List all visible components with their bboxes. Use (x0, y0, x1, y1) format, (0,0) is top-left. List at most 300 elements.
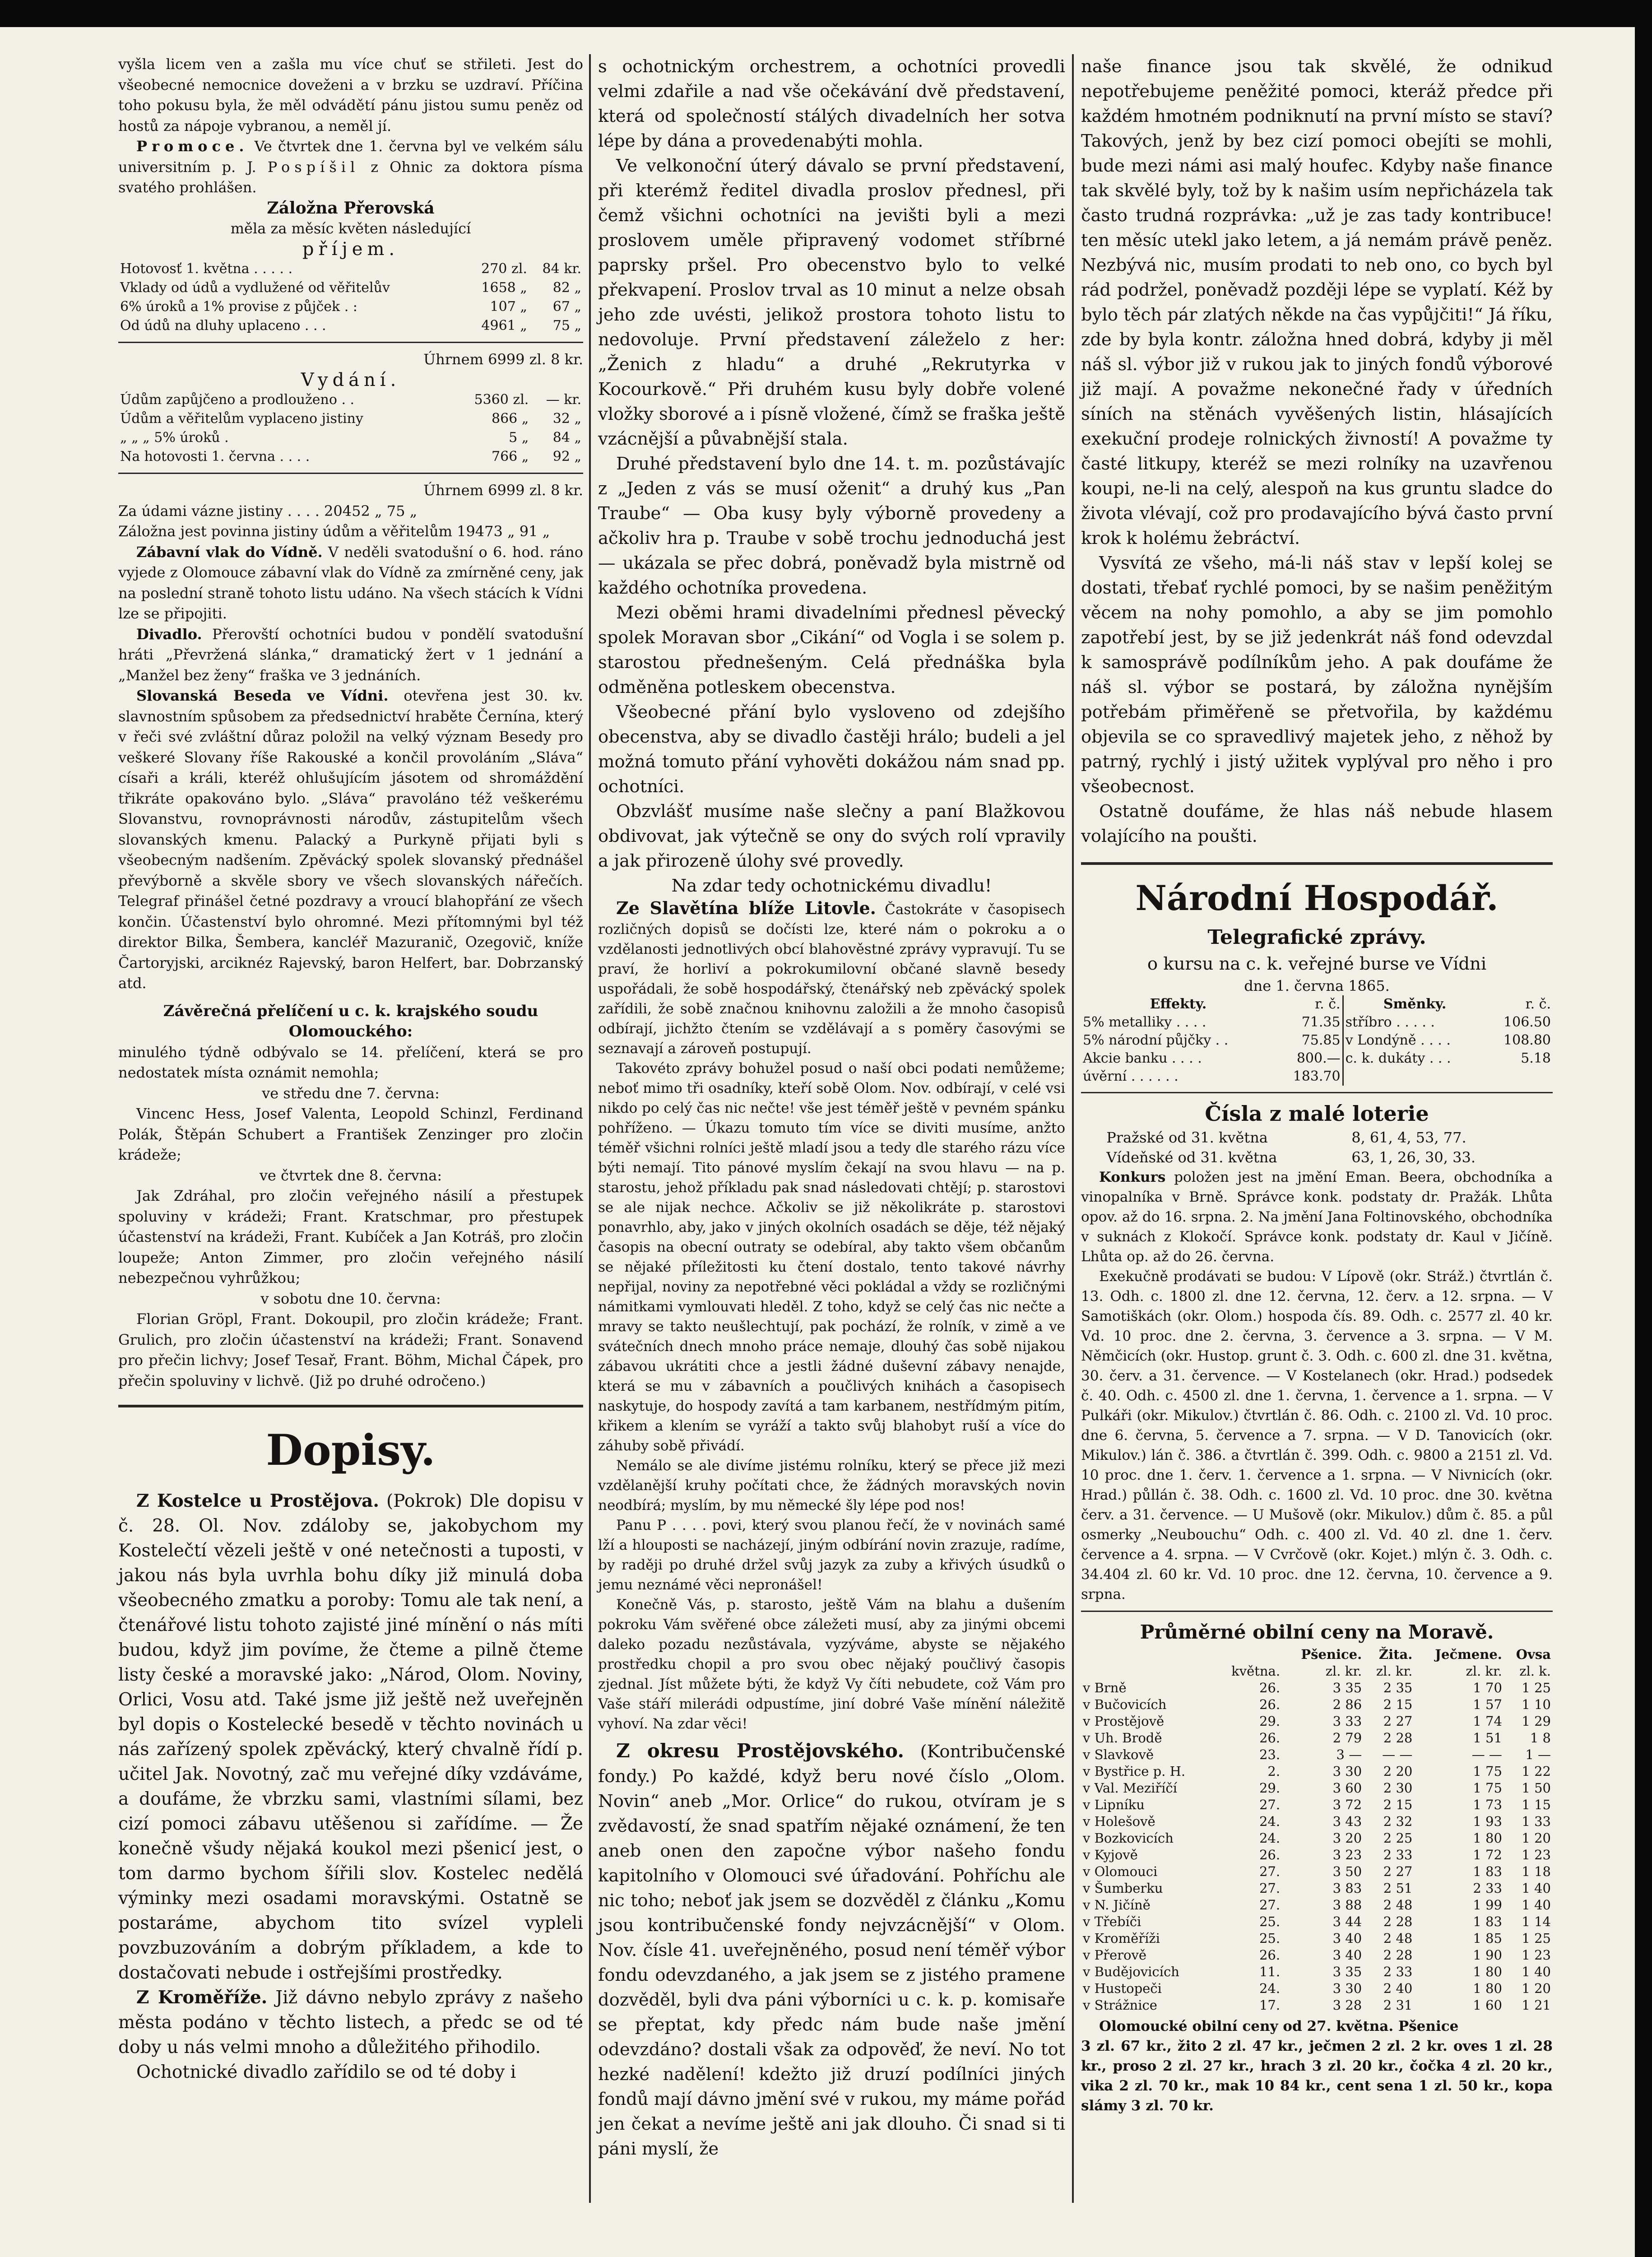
cell: Údům a věřitelům vyplaceno jistiny (120, 411, 363, 427)
text: položen jest na jmění Eman. Beera, obchodníka a vinopalníka v Brně. Správce konk. podstaty dr. Pražák. Lhůta opov. až do 16. srpna. 2. Na jmění Jana Foltinovského, obchodníka v suknách z Klokočí. Správce konk. podstaty dr. Kaul v Jičíně. Lhůta op. až do 26. června. (1081, 1169, 1553, 1265)
cell: 1 50 (1522, 1780, 1551, 1796)
paragraph: s ochotnickým orchestrem, a ochotníci provedli velmi zdařile a nad vše očekávání dvě představení, která od společností stálých divadelních her sotva lépe by dána a provedenabýti mohla. (598, 56, 1065, 151)
cell: Na hotovosti 1. června . . . . (120, 449, 310, 464)
cell: v Kroměříži (1083, 1931, 1160, 1946)
paragraph (118, 686, 583, 994)
cell: 1 — (1525, 1747, 1551, 1762)
date-line: ve čtvrtek dne 8. června: (259, 1166, 442, 1184)
cell: 75.85 (1301, 1032, 1341, 1048)
paragraph: Mezi oběmi hrami divadelními přednesl pěvecký spolek Moravan sbor „Cikání“ od Vogla i se solem p. starostou přednešeným. Celá přednáška byla odměněna potleskem obecenstva. (598, 603, 1065, 697)
cell: 1 40 (1522, 1964, 1551, 1979)
table-row (1081, 1980, 1553, 1997)
cell: 766 „ (491, 449, 529, 464)
cell: 26. (1259, 1697, 1281, 1712)
cell: 866 „ (491, 411, 529, 427)
cell: 2 31 (1383, 1997, 1413, 2013)
table-row (118, 447, 583, 466)
cell: 1 70 (1473, 1680, 1502, 1695)
cell (1343, 1068, 1486, 1086)
cell: 2 28 (1383, 1914, 1413, 1929)
cell: 1 99 (1473, 1897, 1502, 1913)
cell: 1 29 (1522, 1714, 1551, 1729)
cell: 1 10 (1522, 1697, 1551, 1712)
text-line: Za údami vázne jistiny . . . . 20452 „ 75 „ (118, 502, 418, 520)
cell: 1 80 (1473, 1964, 1502, 1979)
cell: 3 40 (1332, 1931, 1362, 1946)
section-title: Závěrečná přelíčení u c. k. krajského soudu Olomouckého: (163, 1002, 538, 1040)
table-header (1081, 1646, 1553, 1663)
cell: 2 33 (1383, 1847, 1413, 1862)
cell: 2 48 (1383, 1931, 1413, 1946)
expense-table (118, 390, 583, 466)
cell: 1 20 (1522, 1981, 1551, 1996)
cell: zl. kr. (1376, 1663, 1413, 1679)
section-divider (118, 1405, 583, 1407)
scan-border-right (1635, 0, 1652, 2257)
cell: Pražské od 31. května (1106, 1129, 1268, 1146)
cell: 1 15 (1522, 1797, 1551, 1812)
cell: 1 73 (1473, 1797, 1502, 1812)
cell: „ „ „ 5% úroků . (120, 430, 229, 446)
cell: 2. (1267, 1764, 1281, 1779)
cell: 27. (1259, 1864, 1281, 1879)
text: V neděli svatodušní o 6. hod. ráno vyjede z Olomouce zábavní vlak do Vídně za zmírněné ceny, jak na poslední straně tohoto listu udáno. Na všech stácích k Vídni lze se připojiti. (118, 543, 584, 622)
cell: úvěrní . . . . . . (1083, 1068, 1179, 1084)
cell: 3 — (1336, 1747, 1362, 1762)
section-heading: příjem. (302, 238, 399, 260)
table-row (1081, 1847, 1553, 1863)
cell: — kr. (546, 392, 581, 408)
section-divider (1081, 862, 1553, 865)
cell: v Holešově (1083, 1814, 1155, 1829)
cell: v Šumberku (1083, 1881, 1163, 1896)
narodni-hospodar-masthead: Národní Hospodář. (1135, 878, 1499, 918)
paragraph: Panu P . . . . povi, který svou planou řečí, že v novinách samé lží a hlouposti se nacházejí, jiným odbírání novin zrazuje, radíme, by raději po druhé držel svůj jazyk za zuby a křivých úsudků o jemu neznámé věci nepronášel! (598, 1517, 1065, 1593)
paragraph: Takovéto zprávy bohužel posud o naší obci podati nemůžeme; neboť mimo tři osadníky, kteří sobě Olom. Nov. odbírají, v celé vsi nikdo po celý čas nic nečte! vše jest téměř ještě v pevném spánku pohříženo. — Úkazu tomuto tím více se diviti musíme, anžto téměř všichni rolníci ještě mladí jsou a tedy dle starého rázu více býti nemají. Tito pánové myslím čekají na svou hlavu — na p. starostu, jehož příkladu pak snad následovati chtějí; p. starostovi se ale nijak nechce. Ačkoliv se již několikráte p. starostovi ponavrhlo, aby, jako v jiných okolních osadách se děje, též nějaký časopis na obecní outraty se odebíral, aby takto všem občanům se nějaké příležitosti ku čtení dostalo, tento takové návrhy nepřijal, noviny za nepotřebné věci pokládal a vždy se rozličnými námitkami vymlouvati hleděl. Z toho, když se celý čas nic nečte a mravy se takto neušlechtují, pak pochází, že rolník, v zimě a ve svátečních dnech mnoho práce nemaje, dlouhý čas sobě nijakou zábavou ukrátiti chce a jestli žádné duševní zábavy nenajde, která se mu v zábavních a poučlivých knihách a časopisech naskytuje, do hospody zavítá a tam karbanem, nestřídmým pitím, křikem a klením se vyráží a takto svůj blahobyt ruší a více do záhuby sobě přivádí. (598, 1060, 1065, 1454)
total: Úhrnem 6999 zl. 8 kr. (423, 482, 583, 499)
cell: 3 33 (1332, 1714, 1362, 1729)
paragraph: Obzvlášť musíme naše slečny a paní Blažkovou obdivovat, jak výtečně se ony do svých rolí vpravily a jak přirozeně úlohy své provedly. (598, 801, 1065, 871)
table-row (1081, 1964, 1553, 1980)
table-row (118, 409, 583, 428)
paragraph: Exekučně prodávati se budou: V Lípově (okr. Stráž.) čtvrtlán č. 13. Odh. c. 1800 zl. dne 12. června, 12. červ. a 12. srpna. — V Samotiškách (okr. Olom.) hospoda čís. 89. Odh. c. 2577 zl. 40 kr. Vd. 10 proc. dne 2. června, 3. července a 3. srpna. — V M. Němčicích (okr. Hustop. grunt č. 3. Odh. c. 600 zl. dne 31. května, 30. červ. a 31. července. — V Kostelanech (okr. Hrad.) podsedek č. 40. Odh. c. 4500 zl. dne 1. června, 1. července a 1. srpna. — V Pulkáři (okr. Mikulov.) čtvrtlán č. 86. Odh. c. 2100 zl. Vd. 10 proc. dne 6. června, 5. července a 7. srpna. — V D. Tanovicích (okr. Mikulov.) lán č. 386. a čtvrtlán č. 399. Odh. c. 9800 a 2151 zl. Vd. 10 proc. dne 1. červ. 1. července a 1. srpna. — V Nivnicích (okr. Hrad.) půllán č. 38. Odh. c. 1600 zl. Vd. 10 proc. dne 30. května červ. a 31. července. — U Mušově (okr. Mikulov.) dům č. 85. a půl osmerky „Neubouchu“ Odh. c. 400 zl. Vd. 40 zl. dne 1. červ. července a 4. srpna. — V Cvrčově (okr. Kojet.) mlýn č. 3. Odh. c. 34.404 zl. 60 kr. Vd. 10 proc. dne 12. června, 10. července a 9. srpna. (1081, 1268, 1553, 1602)
table-row (1081, 1031, 1553, 1050)
paragraph: Vincenc Hess, Josef Valenta, Leopold Schinzl, Ferdinand Polák, Štěpán Schubert a František Zenzinger pro zločin krádeže; (118, 1105, 583, 1163)
cell: 29. (1259, 1780, 1281, 1796)
divider (1081, 1611, 1553, 1612)
text: Ve čtvrtek dne 1. června byl ve velkém sálu universitním p. J. (118, 138, 583, 176)
column-rule (1072, 54, 1074, 2203)
paragraph: Vysvítá ze všeho, má-li náš stav v lepší kolej se dostati, třebať rychlé pomoci, by se našim peněžitým věcem na nohy pomohlo, a aby se jim pomohlo zapotřebí jest, by se již jedenkrát náš fond odevzdal k samosprávě podílníkům jeho. A pak doufáme že náš sl. výbor se postará, by záložna nynějším potřebám přiměřeně se přetvořila, by každému objevila se co spravedlivý majetek jeho, z něhož by patrný, rychlý i jistý užitek vyplýval pro něho i pro všeobecnost. (1081, 553, 1553, 797)
cell: 2 20 (1383, 1764, 1413, 1779)
headline: Slovanská Beseda ve Vídni. (136, 687, 389, 704)
cell: 1 8 (1530, 1730, 1551, 1746)
column-rule (589, 54, 591, 2203)
cell: 2 30 (1383, 1780, 1413, 1796)
table-row (1081, 1830, 1553, 1847)
table-header (1081, 1663, 1553, 1680)
cell: v Třebíči (1083, 1914, 1142, 1929)
cell: 3 28 (1332, 1997, 1362, 2013)
divider (1081, 1092, 1553, 1093)
table-row (1081, 1680, 1553, 1696)
text: 3 zl. 67 kr., žito 2 zl. 47 kr., ječmen 2 zl. 2 kr. oves 1 zl. 28 kr., proso 2 zl. 27 kr., hrach 3 zl. 20 kr., čočka 4 zl. 20 kr., vika 2 zl. 70 kr., mak 10 84 kr., cent sena 1 zl. 50 kr., kopa slámy 3 zl. 70 kr. (1081, 2038, 1553, 2114)
cell (1216, 1646, 1282, 1663)
lottery-table (1104, 1128, 1529, 1167)
table-row (1081, 1930, 1553, 1947)
cell: 1658 „ (481, 280, 527, 296)
date-line: v sobotu dne 10. června: (260, 1290, 441, 1307)
cell: 63, 1, 26, 30, 33. (1351, 1149, 1476, 1166)
cell (1486, 1068, 1553, 1086)
cell: 3 60 (1332, 1780, 1362, 1796)
cell: 8, 61, 4, 53, 77. (1351, 1129, 1466, 1146)
paragraph (598, 1738, 1065, 2161)
divider (118, 342, 583, 343)
text-line: o kursu na c. k. veřejné burse ve Vídni (1147, 954, 1487, 974)
cell: v Budějovicích (1083, 1964, 1179, 1979)
cell: 1 83 (1473, 1914, 1502, 1929)
section-title: Záložna Přerovská (267, 198, 435, 218)
paragraph (118, 624, 583, 686)
grain-price-table (1081, 1646, 1553, 2014)
cell: 183.70 (1293, 1068, 1341, 1084)
cell: v Kyjově (1083, 1847, 1138, 1862)
table-row (118, 390, 583, 409)
cell: 5360 zl. (474, 392, 529, 408)
cell: 2 33 (1473, 1881, 1502, 1896)
cell: 1 20 (1522, 1830, 1551, 1846)
cell: 25. (1259, 1914, 1281, 1929)
cell: Žita. (1378, 1647, 1413, 1662)
cell: 1 21 (1522, 1997, 1551, 2013)
text: (Kontribučenské fondy.) Po každé, když beru nové číslo „Olom. Novin“ aneb „Mor. Orlice“ do rukou, otvíram je s zvědavostí, že snad spatřím nějaké oznámení, že ten aneb onen den započne výbor našeho fondu kapitolního v Olomouci své úřadování. Pohříchu ale nic toho; neboť jak jsem se dozvěděl z článku „Komu jsou kontribučenské fondy nejvzácnější“ v Olom. Nov. čísle 41. uveřejněného, posud není téměř výbor fondu odevzdaného, a jak jsem se z jistého pramene dozvěděl, byli dva páni výborníci u c. k. p. komisaře se přeptat, kdy předc nám bude naše jmění odevzdáno? dostali však za odpověď, že neví. No tot hezké nadělení! kdežto již druzí podílníci jiných fondů mají dávno jmění své v rukou, my máme pořád jen čekat a nevíme ještě ani jak dlouho. Či snad si ti páni myslí, že (598, 1742, 1065, 2159)
cell: 3 23 (1332, 1847, 1362, 1862)
cell: v Prostějově (1083, 1714, 1165, 1729)
cell: 2 28 (1383, 1730, 1413, 1746)
text-line: Záložna jest povinna jistiny údům a věřitelům 19473 „ 91 „ (118, 523, 550, 540)
section-title: Průměrné obilní ceny na Moravě. (1140, 1621, 1494, 1643)
paragraph: Všeobecné přání bylo vysloveno od zdejšího obecenstva, aby se divadlo častěji hrálo; budeli a jel možná tomuto přání vyhověti dokážou nám snad pp. ochotníci. (598, 702, 1065, 797)
cell: Ovsa (1516, 1647, 1551, 1662)
table-row (1104, 1147, 1529, 1167)
cell: 2 28 (1383, 1947, 1413, 1963)
section-heading: Vydání. (301, 369, 401, 390)
income-table (118, 260, 583, 335)
paragraph: Ochotnické divadlo zařídilo se od té doby i (136, 2062, 516, 2082)
cell: 2 86 (1332, 1697, 1362, 1712)
cell: stříbro . . . . . (1343, 1013, 1486, 1031)
cell: 26. (1259, 1680, 1281, 1695)
table-row (118, 297, 583, 316)
dopisy-masthead: Dopisy. (266, 1426, 436, 1475)
paragraph: minulého týdně odbývalo se 14. přelíčení, která se pro nedostatek místa oznámit nemohla; (118, 1043, 583, 1081)
cell: 2 51 (1383, 1881, 1413, 1896)
cell: 1 74 (1473, 1714, 1502, 1729)
table-row (118, 316, 583, 335)
cell: Akcie banku . . . . (1083, 1050, 1202, 1066)
cell: v Uh. Brodě (1083, 1730, 1162, 1746)
table-row (1081, 1913, 1553, 1930)
cell: 1 23 (1522, 1947, 1551, 1963)
paragraph (118, 1489, 583, 1985)
cell: v Bozkovicích (1083, 1830, 1174, 1846)
headline: Olomoucké obilní ceny od 27. května. Pšenice (1099, 2018, 1459, 2034)
paragraph: Florian Gröpl, Frant. Dokoupil, pro zločin krádeže; Frant. Grulich, pro zločin účastenství na krádeži; Frant. Sonavend pro přečin lichvy; Josef Tesař, Frant. Böhm, Michal Čápek, pro přečin spoluviny v lichvě. (Již po druhé odročeno.) (118, 1310, 583, 1389)
cell: v Brně (1083, 1680, 1127, 1695)
paragraph: Druhé představení bylo dne 14. t. m. pozůstávajíc z „Jeden z vás se musí oženit“ a druhý kus „Pan Traube“ — Oba kusy byly výborně provedeny a ačkoliv hra p. Traube v sobě trochu jednoduchá jest — ukázala se přec dobrá, poněvadž byla mistrně od každého ochotníka provedena. (598, 454, 1065, 598)
cell: 1 23 (1522, 1847, 1551, 1862)
cell: 1 33 (1522, 1814, 1551, 1829)
cell: 1 25 (1522, 1680, 1551, 1695)
cell: 5 „ (509, 430, 529, 446)
table-row (1081, 1897, 1553, 1913)
cell: 67 „ (552, 299, 581, 315)
cell: 3 35 (1332, 1680, 1362, 1695)
cell: 1 72 (1473, 1847, 1502, 1862)
table-row (1081, 1746, 1553, 1763)
cell: 92 „ (552, 449, 581, 464)
paragraph (118, 1985, 583, 2060)
cell: 3 72 (1332, 1797, 1362, 1812)
headline: Z okresu Prostějovského. (616, 1740, 904, 1762)
headline: Z Kostelce u Prostějova. (136, 1491, 379, 1511)
paragraph: vyšla licem ven a zašla mu více chuť se střileti. Jest do všeobecné nemocnice doveženi a v brzku se uzdraví. Příčina toho pokusu byla, že měl odvádětí pánu jistou sumu peněz od hostů za nápoje vybranou, a neměl jí. (118, 56, 583, 135)
cell: Ječmene. (1435, 1647, 1502, 1662)
cell: 1 40 (1522, 1897, 1551, 1913)
table-row (1081, 1696, 1553, 1713)
cell: května. (1231, 1663, 1281, 1679)
cell: 84 „ (552, 430, 581, 446)
cell: zl. kr. (1466, 1663, 1502, 1679)
cell: 3 40 (1332, 1947, 1362, 1963)
table-row (1081, 1813, 1553, 1830)
cell: 2 48 (1383, 1897, 1413, 1913)
cell: 11. (1259, 1964, 1281, 1979)
table-row (1081, 1730, 1553, 1746)
section-subtitle: měla za měsíc květen následující (230, 220, 471, 237)
cell: 2 35 (1383, 1680, 1413, 1695)
table-row (118, 428, 583, 447)
table-row (1081, 1068, 1553, 1086)
cell: 2 33 (1383, 1964, 1413, 1979)
cell: — — (1471, 1747, 1502, 1762)
column-1 (118, 54, 583, 2085)
date-line: ve středu dne 7. června: (262, 1084, 440, 1102)
cell: 27. (1259, 1881, 1281, 1896)
cell: 1 60 (1473, 1997, 1502, 2013)
text: z Ohnic za doktora písma svatého prohlášen. (118, 158, 584, 196)
cell: Hotovosť 1. května . . . . . (120, 261, 293, 277)
cell: v Hustopeči (1083, 1981, 1162, 1996)
cell: Effekty. (1150, 996, 1207, 1012)
paragraph (118, 542, 583, 624)
table-row (1081, 1880, 1553, 1897)
headline: Zábavní vlak do Vídně. (136, 543, 323, 561)
cell: 24. (1259, 1830, 1281, 1846)
cell: v Bystřice p. H. (1083, 1764, 1186, 1779)
cell: zl. k. (1519, 1663, 1551, 1679)
table-row (1081, 1997, 1553, 2014)
cell: 1 80 (1473, 1830, 1502, 1846)
cell: 84 kr. (542, 261, 581, 277)
cell: 107 „ (490, 299, 527, 315)
cell: 3 20 (1332, 1830, 1362, 1846)
paragraph: Ve velkonoční úterý dávalo se první představení, při kterémž ředitel divadla proslov přednesl, při čemž všichni ochotníci na jevišti byli a mezi proslovem uměle připravený vodomet stříbrné paprsky pršel. Pro obecenstvo bylo to velké překvapení. Proslov trval as 10 minut a nelze obsah jeho zde uvésti, jelikož prostora tohoto listu to nedovoluje. První představení záleželo z her: „Ženich z hladu“ a druhé „Rekrutyrka v Kocourkově.“ Při druhém kusu byly dobře volené vložky sborové a i písně vložené, čímž se fraška ještě vzácnější a půvabnější stala. (598, 156, 1065, 449)
cell: 1 83 (1473, 1864, 1502, 1879)
cell: 3 35 (1332, 1964, 1362, 1979)
grain-price-rows (1081, 1680, 1553, 2014)
cell: 27. (1259, 1897, 1281, 1913)
cell: 82 „ (552, 280, 581, 296)
cell: 75 „ (552, 318, 581, 334)
cell: 106.50 (1504, 1014, 1551, 1030)
cell: 3 88 (1332, 1897, 1362, 1913)
headline: Ze Slavětína blíže Litovle. (616, 898, 876, 918)
table-row (1081, 1863, 1553, 1880)
cell: v Přerově (1083, 1947, 1147, 1963)
table-row (1081, 1013, 1553, 1031)
cell: zl. kr. (1325, 1663, 1362, 1679)
cell: v Strážnice (1083, 1997, 1157, 2013)
cell: 1 14 (1522, 1914, 1551, 1929)
cell: 26. (1259, 1730, 1281, 1746)
paragraph: Nemálo se ale divíme jistému rolníku, který se přece již mezi vzdělanější kruhy počítati chce, že žádných moravských novin neodbírá; myslím, by mu německé šly lépe pod nos! (598, 1458, 1065, 1514)
cell: 29. (1259, 1714, 1281, 1729)
headline: Promoce. (136, 138, 249, 155)
cell: v N. Jičíně (1083, 1897, 1151, 1913)
text: otevřena jest 30. kv. slavnostním spůsobem za předsednictví hraběte Černína, který v řeči své zvláštní důraz položil na velký význam Besedy pro veškeré Slovany říše Rakouské a končil provoláním „Sláva“ císaři a králi, kteréž ohlušujícím jásotem od shromáždění třikráte opakováno bylo. „Sláva“ pravoláno též veškerému Slovanstvu, rovnoprávnosti národův, zástupitelům všech slovanských kmenu. Palacký a Purkyně přijati byli s všeobecným nadšením. Zpěvácký spolek slovanský přednášel převýborně a skvěle sbory ve všech slovanských nářečích. Telegraf přinášel četné pozdravy a vroucí blahopřání ze všech končin. Účastenství bylo ohromné. Mezi přítomnými byl též direktor Bilka, Šembera, kancléř Mazuranič, Ozegovič, kníže Čartoryjski, arciknéz Rajevský, baron Helfert, bar. Dobrzanský atd. (118, 687, 584, 992)
cell: 2 27 (1383, 1864, 1413, 1879)
cell: 1 90 (1473, 1947, 1502, 1963)
paragraph (118, 136, 583, 198)
table-row (1081, 1947, 1553, 1964)
cell: Směnky. (1343, 995, 1486, 1013)
cell: 32 „ (552, 411, 581, 427)
cell: 3 43 (1332, 1814, 1362, 1829)
cell: v Londýně . . . . (1343, 1031, 1486, 1050)
cell: 3 44 (1332, 1914, 1362, 1929)
text: Přerovští ochotníci budou v pondělí svatodušní hráti „Převržená slánka,“ dramatický žert v 1 jednání a „Manžel bez ženy“ fraška ve 3 jednáních. (118, 625, 583, 684)
cell: 26. (1259, 1947, 1281, 1963)
cell: 2 27 (1383, 1714, 1413, 1729)
table-row (118, 260, 583, 279)
text: Častokráte v časopisech rozličných dopisů se dočísti lze, které nám o pokroku a o vzdělanosti jednotlivých obcí blahověstné zprávy vypravují. Tu se praví, že horliví a pokrokumilovní občané slavně besedy uspořádali, že sobě hospodářský, čtenářský neb zpěvácký spolek zařídili, že sobě značnou knihovnu založili a že mnoho časopisů odbírají, jichžto čtením se vzdělávají a s poměry časovými se seznavají a zároveň postupují. (598, 901, 1065, 1057)
cell: 3 50 (1332, 1864, 1362, 1879)
text: Již dávno nebylo zprávy z našeho města podáno v těchto listech, a předc se od té doby u nás velmi mnoho a důležitého přihodilo. (118, 1988, 583, 2057)
cell: v Bučovicích (1083, 1697, 1167, 1712)
cell (1081, 1663, 1216, 1680)
cell: 24. (1259, 1814, 1281, 1829)
cell: r. č. (1315, 996, 1341, 1012)
paragraph: Konečně Vás, p. starosto, ještě Vám na blahu a dušením pokroku Vám svěřené obce záležeti musí, aby za jinými obcemi daleko pozadu nezůstávala, vyzýváme, abyste se nějakého prostředku chopil a pro svou obec nějaký poučlivý časopis zjednal. Jíst můžete býti, že když Vy číti nebudete, což Vám pro Vaše stáří milerádi odpustíme, jiní dobré Vaše mínění náležitě vyhoví. Na zdar věci! (598, 1597, 1065, 1732)
cell: 1 75 (1473, 1764, 1502, 1779)
total: Úhrnem 6999 zl. 8 kr. (423, 351, 583, 368)
text: Pospíšil (267, 158, 360, 176)
cell: 108.80 (1504, 1032, 1551, 1048)
column-2 (598, 54, 1065, 2161)
cell: 4961 „ (481, 318, 527, 334)
cell: Vídeňské od 31. května (1106, 1149, 1277, 1166)
cell: 27. (1259, 1797, 1281, 1812)
cell: 1 85 (1473, 1931, 1502, 1946)
paragraph (1081, 2016, 1553, 2116)
cell: — — (1382, 1747, 1413, 1762)
cell (1081, 1646, 1216, 1663)
cell: Od údů na dluhy uplaceno . . . (120, 318, 326, 334)
table-row (118, 279, 583, 297)
cell: 3 83 (1332, 1881, 1362, 1896)
headline: Divadlo. (136, 625, 202, 643)
cell: c. k. dukáty . . . (1343, 1050, 1486, 1068)
cell: 2 79 (1332, 1730, 1362, 1746)
table-row (1081, 1050, 1553, 1068)
cell: v Olomouci (1083, 1864, 1158, 1879)
cell: 1 80 (1473, 1981, 1502, 1996)
cell: 3 30 (1332, 1764, 1362, 1779)
cell: 1 93 (1473, 1814, 1502, 1829)
scan-border-top (0, 0, 1652, 27)
headline: Konkurs (1099, 1169, 1166, 1185)
table-row (1081, 1713, 1553, 1730)
table-row (1081, 995, 1553, 1013)
paragraph: Ostatně doufáme, že hlas náš nebude hlasem volajícího na poušti. (1081, 801, 1553, 846)
cell: 17. (1259, 1997, 1281, 2013)
cell: Údům zapůjčeno a prodlouženo . . (120, 392, 355, 408)
cell: 5% metalliky . . . . (1083, 1014, 1207, 1030)
table-row (1104, 1128, 1529, 1147)
headline: Z Kroměříže. (136, 1987, 268, 2008)
paragraph (1081, 1167, 1553, 1267)
cell: 800.— (1296, 1050, 1341, 1066)
cell: Pšenice. (1301, 1647, 1362, 1662)
cell: 270 zl. (481, 261, 527, 277)
cell: 2 15 (1383, 1797, 1413, 1812)
cell: 2 15 (1383, 1697, 1413, 1712)
text: (Pokrok) Dle dopisu v č. 28. Ol. Nov. zdáloby se, jakobychom my Kostelečtí vězeli ještě v oné netečnosti a tuposti, v jakou nás byla uvrhla bohu díky již minulá doba všeobecného zmatku a poroby: Tomu ale tak není, a čtenářové listu tohoto zajisté jiné mínění o nás míti budou, když jim povíme, že čteme a pilně čteme listy české a moravské jako: „Národ, Olom. Noviny, Orlici, Vosu atd. Také jsme již ještě než uveřejněn byl dopis o Kostelecké besedě v těchto novinách u nás zařízený spolek zpěvácký, který chvalně řídí p. učitel Jak. Novotný, zač mu veřejné díky vzdáváme, a doufáme, že vbrzku sami, vlastními sílami, bez cizí pomoci zábavu utěšenou si zařídíme. — Že konečně všudy nějaká koukol mezi pšenicí jest, o tom darmo bychom šířili slov. Kostelec nedělá výminky mezi osadami moravskými. Ostatně se postaráme, abychom tito svízel vypleli povzbuzováním a dobrým příkladem, a kde to dostačovati nebude i ostřejšími prostředky. (118, 1491, 583, 1983)
cell: 2 32 (1383, 1814, 1413, 1829)
cell: 1 57 (1473, 1697, 1502, 1712)
cell: 71.35 (1301, 1014, 1341, 1030)
cell: 1 75 (1473, 1780, 1502, 1796)
text-line: dne 1. června 1865. (1244, 977, 1390, 994)
cell: 1 40 (1522, 1881, 1551, 1896)
cell: 24. (1259, 1981, 1281, 1996)
cell: 26. (1259, 1847, 1281, 1862)
cell: Vklady od údů a vydlužené od věřitelův (120, 280, 390, 296)
cell: v Slavkově (1083, 1747, 1154, 1762)
paragraph: Jak Zdráhal, pro zločin veřejného násilí a přestupek spoluviny v krádeži; Frant. Kratschmar, pro přestupek účastenství na krádeži, Frant. Kubíček a Jan Kotráš, pro zločin loupeže; Anton Zimmer, pro zločin veřejného násilí nebezpečnou vyhrůžkou; (118, 1187, 583, 1286)
section-title: Telegrafické zprávy. (1207, 926, 1426, 949)
table-row (1081, 1763, 1553, 1780)
paragraph: Na zdar tedy ochotnickému divadlu! (671, 876, 992, 896)
paragraph (598, 898, 1065, 1059)
cell: 5.18 (1521, 1050, 1551, 1066)
cell: 1 25 (1522, 1931, 1551, 1946)
cell: 2 25 (1383, 1830, 1413, 1846)
cell: 6% úroků a 1% provise z půjček . : (120, 299, 357, 315)
cell: 3 30 (1332, 1981, 1362, 1996)
cell: 1 18 (1522, 1864, 1551, 1879)
cell: r. č. (1525, 996, 1551, 1012)
column-3 (1081, 54, 1553, 2116)
cell: 1 51 (1473, 1730, 1502, 1746)
divider (118, 473, 583, 474)
cell: 2 40 (1383, 1981, 1413, 1996)
section-title: Čísla z malé loterie (1205, 1101, 1429, 1126)
paragraph: naše finance jsou tak skvělé, že odnikud nepotřebujeme peněžité pomoci, kteráž předce při každém hmotném podniknutí na první místo se staví? Takových, jenž by bez cizí pomoci obejíti se mohli, bude mezi námi asi malý houfec. Kdyby naše finance tak skvělé byly, tož by k našim usím nepřicházela tak často trudná rozprávka: „už je zas tady kontribuce! ten měsíc utekl jako letem, a já nemám právě peněz. Nezbývá nic, musím prodati to neb ono, co bych byl rád podržel, poněvadž později lépe se vyplatí. Kéž by bylo těch pár zlatých někde na čas vypůjčiti!“ Já říku, zde by byla kontr. záložna hned dobrá, kdyby ji měl náš sl. výbor již v rukou jak to jiných fondů výborové již mají. A považme nekonečné řady v úředních síních na stěnách vyvěšených listin, hlásajících exekuční prodeje rolnických živností! A považme ty časté litkupy, kteréž se mezi rolníky na uzavřenou koupi, ne-li na celý, alespoň na kus gruntu sladce do života vlévají, což pro prodavajícího bývá často první krok k holému žebráctví. (1081, 56, 1553, 548)
table-row (1081, 1797, 1553, 1813)
